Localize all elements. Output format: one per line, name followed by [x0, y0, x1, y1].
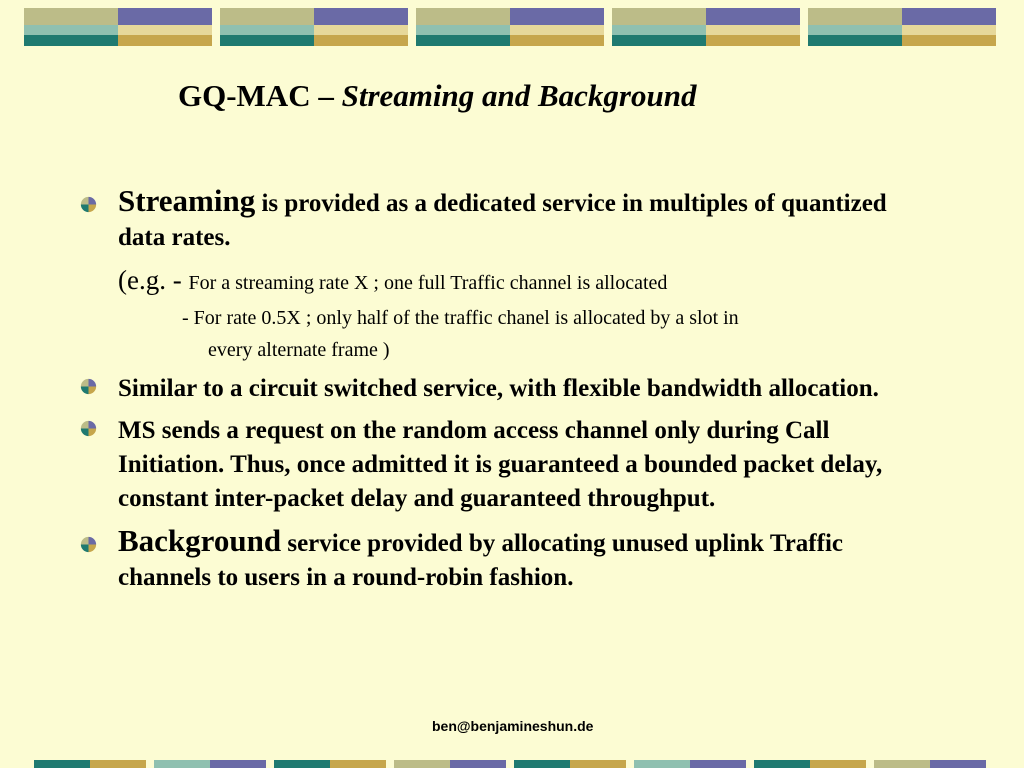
decor-bar [450, 760, 506, 768]
decor-bar [754, 760, 810, 768]
decor-bar [874, 760, 930, 768]
decor-tile [612, 8, 800, 46]
bullet-item-circuit [80, 372, 940, 406]
bullet-lead-background: Background [118, 523, 282, 558]
decor-bar [330, 760, 386, 768]
decor-bar [394, 760, 450, 768]
decor-bar [634, 760, 690, 768]
decor-bar [274, 760, 330, 768]
slide-title [178, 78, 696, 114]
example-line-2: - For rate 0.5X ; only half of the traffic chanel is allocated by a slot in [182, 307, 739, 329]
slide-title-italic: Streaming and Background [341, 78, 697, 113]
slide-title-plain: GQ-MAC – [178, 78, 342, 113]
pie-bullet-icon [80, 420, 97, 437]
decor-bar [34, 760, 90, 768]
decor-tile [416, 8, 604, 46]
pie-bullet-icon [80, 536, 97, 553]
bullet-text-circuit: Similar to a circuit switched service, with flexible bandwidth allocation. [118, 375, 879, 402]
pie-bullet-icon [80, 378, 97, 395]
bullet-item-background [80, 524, 940, 595]
pie-bullet-icon [80, 196, 97, 213]
decor-bar [570, 760, 626, 768]
decor-tile [808, 8, 996, 46]
decor-bar [930, 760, 986, 768]
slide-content [80, 184, 940, 595]
example-lead: (e.g. - [118, 265, 189, 295]
decor-bar [90, 760, 146, 768]
bullet-text-streaming: is provided as a dedicated service in multiples of quantized data rates. [118, 190, 887, 251]
footer-email: ben@benjamineshun.de [432, 718, 594, 734]
example-line-1 [80, 263, 940, 302]
decor-tile [220, 8, 408, 46]
top-decorative-band [24, 8, 1000, 46]
bullet-item-streaming [80, 184, 940, 255]
decor-bar [690, 760, 746, 768]
decor-bar [210, 760, 266, 768]
bullet-item-ms-request [80, 414, 940, 516]
bottom-decorative-band [34, 760, 1004, 768]
example-text-1: For a streaming rate X ; one full Traffic channel is allocated [188, 272, 668, 294]
decor-bar [154, 760, 210, 768]
bullet-text-ms-request: MS sends a request on the random access channel only during Call Initiation. Thus, once admitted it is guaranteed a bounded packet delay, constant inter-packet delay and guaranteed throughput. [118, 417, 883, 512]
bullet-lead-streaming: Streaming [118, 183, 256, 218]
decor-bar [514, 760, 570, 768]
decor-tile [24, 8, 212, 46]
decor-bar [810, 760, 866, 768]
bullet-text-background: service provided by allocating unused uplink Traffic channels to users in a round-robin fashion. [118, 530, 843, 591]
example-line-3: every alternate frame ) [208, 339, 390, 361]
